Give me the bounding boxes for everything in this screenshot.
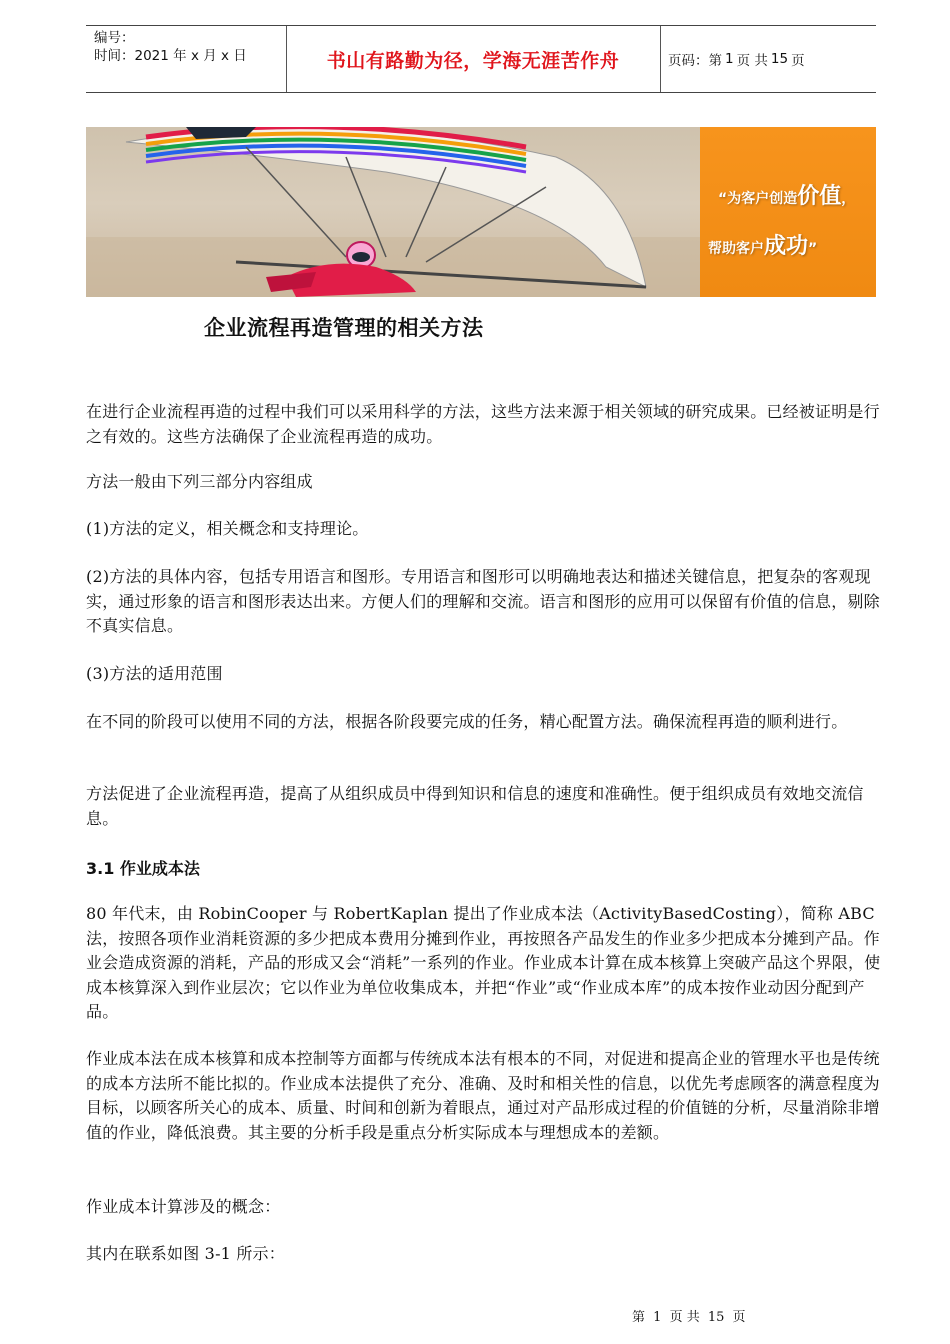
slogan-line-2 [708, 229, 817, 260]
time-label: 时间：2021 年 x 月 x 日 [94, 48, 247, 64]
paragraph: 在进行企业流程再造的过程中我们可以采用科学的方法，这些方法来源于相关领域的研究成果。已经被证明是行之有效的。这些方法确保了企业流程再造的成功。 [86, 402, 880, 446]
paragraph: 作业成本法在成本核算和成本控制等方面都与传统成本法有根本的不同，对促进和提高企业的管理水平也是传统的成本方法所不能比拟的。作业成本法提供了充分、准确、及时和相关性的信息，以优先考虑顾客的满意程度为目标，以顾客所关心的成本、质量、时间和创新为着眼点，通过对产品形成过程的价值链的分析，尽量消除非增值的作业，降低浪费。其主要的分析手段是重点分析实际成本与理想成本的差额。 [86, 1049, 880, 1142]
slogan-2-post: ” [808, 241, 818, 257]
paragraph: 方法一般由下列三部分内容组成 [86, 472, 313, 491]
paragraph: 方法促进了企业流程再造，提高了从组织成员中得到知识和信息的速度和准确性。便于组织成员有效地交流信息。 [86, 784, 864, 828]
slogan-1-post: ， [841, 191, 856, 207]
slogan-2-pre: 帮助客户 [708, 241, 764, 257]
footer-page-number: 1 [653, 1310, 662, 1325]
paragraph: (3)方法的适用范围 [86, 664, 223, 683]
slogan-line-1 [718, 179, 855, 210]
page-header [86, 25, 876, 93]
hang-glider-illustration [86, 127, 700, 297]
hang-glider-banner [86, 127, 876, 297]
section-heading: 3.1 作业成本法 [86, 859, 200, 878]
paragraph: 80 年代末，由 RobinCooper 与 RobertKaplan 提出了作业成本法（ActivityBasedCosting），简称 ABC 法，按照各项作业消耗资源的多少把成本费用分摊到作业，再按照各产品发生的作业多少把成本分摊到产品。作业会造成资源的消耗，产品的形成又会“消耗”一系列的作业。作业成本计算在成本核算上突破产品这个界限，使成本核算深入到作业层次；它以作业为单位收集成本，并把“作业”或“作业成本库”的成本按作业动因分配到产品。 [86, 904, 881, 1021]
number-label: 编号： [94, 30, 135, 46]
slogan-1-big: 价值 [797, 184, 842, 209]
page-footer [632, 1306, 750, 1325]
document-title: 企业流程再造管理的相关方法 [204, 316, 484, 340]
page-number: 1 [725, 51, 734, 67]
page-suffix: 页 [791, 53, 805, 69]
footer-post: 页 [732, 1310, 746, 1325]
paragraph: 其内在联系如图 3-1 所示： [86, 1244, 285, 1263]
slogan-1-pre: “为客户创造 [718, 191, 798, 207]
footer-total: 15 [707, 1310, 725, 1325]
slogan-2-big: 成功 [764, 234, 809, 259]
paragraph: (2)方法的具体内容，包括专用语言和图形。专用语言和图形可以明确地表达和描述关键信息，把复杂的客观现实，通过形象的语言和图形表达出来。方便人们的理解和交流。语言和图形的应用可以保留有价值的信息，剔除不真实信息。 [86, 567, 880, 635]
paragraph: (1)方法的定义，相关概念和支持理论。 [86, 519, 369, 538]
page-total: 15 [770, 51, 789, 67]
header-divider [660, 26, 661, 92]
header-page-info [668, 26, 808, 92]
footer-mid: 页 共 [669, 1310, 700, 1325]
page-mid: 页 共 [736, 53, 768, 69]
paragraph: 在不同的阶段可以使用不同的方法，根据各阶段要完成的任务，精心配置方法。确保流程再造的顺利进行。 [86, 712, 848, 731]
footer-pre: 第 [632, 1310, 646, 1325]
header-motto: 书山有路勤为径，学海无涯苦作舟 [326, 49, 620, 72]
slogan-panel [700, 127, 876, 297]
paragraph: 作业成本计算涉及的概念： [86, 1197, 281, 1216]
page-prefix: 页码：第 [668, 53, 722, 69]
header-meta [94, 29, 284, 65]
